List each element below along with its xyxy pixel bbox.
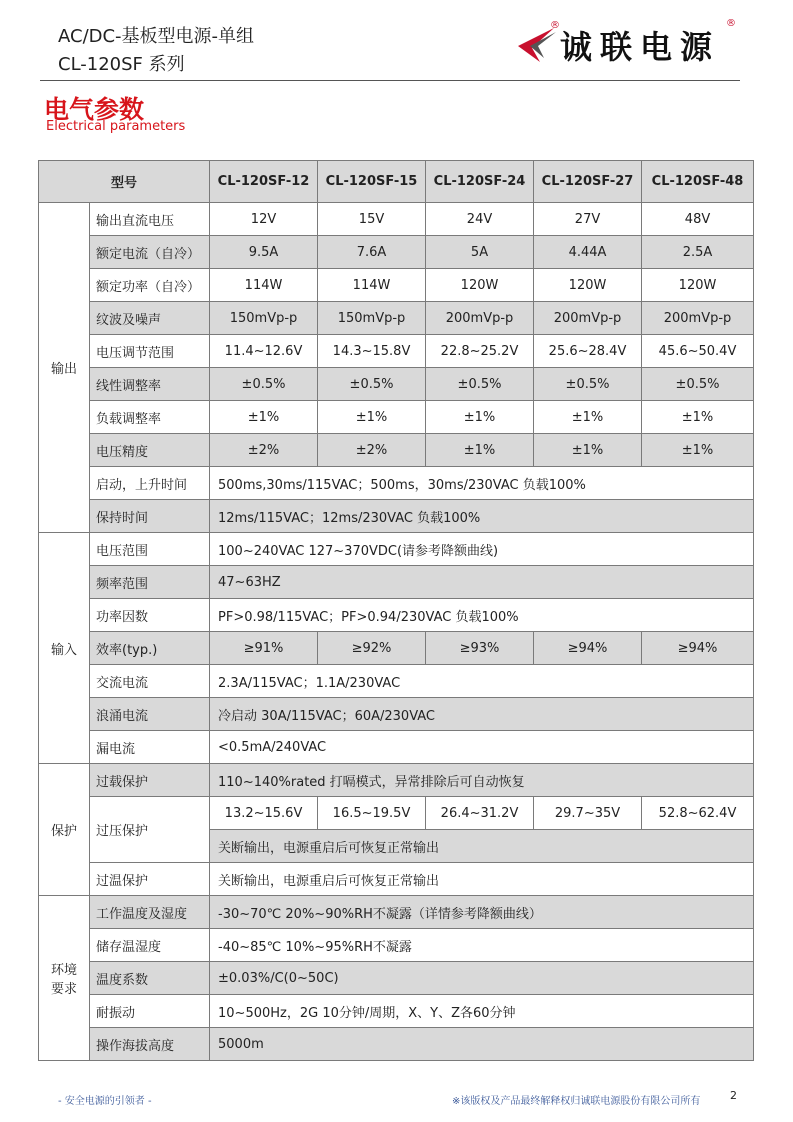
table-row [39, 335, 754, 368]
cell-span: -40~85℃ 10%~95%RH不凝露 [210, 929, 754, 962]
cell: 9.5A [210, 236, 318, 269]
cell: 150mVp-p [210, 302, 318, 335]
cell: 22.8~25.2V [426, 335, 534, 368]
table-row [39, 731, 754, 764]
cell: 15V [318, 203, 426, 236]
cell: 16.5~19.5V [318, 797, 426, 830]
cell: ±0.5% [534, 368, 642, 401]
model-col: CL-120SF-27 [534, 161, 642, 203]
row-label: 储存温湿度 [90, 929, 210, 962]
row-label: 效率(typ.) [90, 632, 210, 665]
cell: ±2% [210, 434, 318, 467]
registered-mark-2: ® [726, 18, 736, 29]
cell-span: 10~500Hz，2G 10分钟/周期，X、Y、Z各60分钟 [210, 995, 754, 1028]
cell-span: 5000m [210, 1028, 754, 1061]
cell: 25.6~28.4V [534, 335, 642, 368]
table-row [39, 236, 754, 269]
table-row [39, 599, 754, 632]
cell-span: 500ms,30ms/115VAC；500ms，30ms/230VAC 负载100% [210, 467, 754, 500]
row-label: 过温保护 [90, 863, 210, 896]
cell-span: 100~240VAC 127~370VDC(请参考降额曲线) [210, 533, 754, 566]
cell: 114W [210, 269, 318, 302]
cell: ±1% [642, 401, 754, 434]
table-row [39, 665, 754, 698]
cell: 45.6~50.4V [642, 335, 754, 368]
cell-span: 冷启动 30A/115VAC；60A/230VAC [210, 698, 754, 731]
cell: 29.7~35V [534, 797, 642, 830]
row-label: 过载保护 [90, 764, 210, 797]
table-row [39, 995, 754, 1028]
cell-span: <0.5mA/240VAC [210, 731, 754, 764]
cell: 4.44A [534, 236, 642, 269]
cell-span: -30~70℃ 20%~90%RH不凝露（详情参考降额曲线） [210, 896, 754, 929]
cell: 52.8~62.4V [642, 797, 754, 830]
cell: 27V [534, 203, 642, 236]
cell: 26.4~31.2V [426, 797, 534, 830]
cell: 12V [210, 203, 318, 236]
group-output: 输出 [39, 203, 90, 533]
cell: ≥92% [318, 632, 426, 665]
cell-span: 47~63HZ [210, 566, 754, 599]
table-row [39, 368, 754, 401]
table-row [39, 203, 754, 236]
table-row [39, 401, 754, 434]
cell-span: 关断输出，电源重启后可恢复正常输出 [210, 863, 754, 896]
row-label: 输出直流电压 [90, 203, 210, 236]
model-col: CL-120SF-24 [426, 161, 534, 203]
row-label: 线性调整率 [90, 368, 210, 401]
cell-span: 2.3A/115VAC；1.1A/230VAC [210, 665, 754, 698]
table-row [39, 863, 754, 896]
cell: ±0.5% [210, 368, 318, 401]
section-title: 电气参数 [44, 95, 145, 124]
row-label: 纹波及噪声 [90, 302, 210, 335]
cell: ±2% [318, 434, 426, 467]
row-label: 额定功率（自冷） [90, 269, 210, 302]
model-header: 型号 [39, 161, 210, 203]
logo-text: 诚联电源 [560, 28, 721, 66]
row-label: 电压精度 [90, 434, 210, 467]
group-env-line1: 环境 [50, 963, 77, 978]
cell: 150mVp-p [318, 302, 426, 335]
cell: ±0.5% [426, 368, 534, 401]
cell: ≥94% [534, 632, 642, 665]
cell: 7.6A [318, 236, 426, 269]
cell-span: PF>0.98/115VAC；PF>0.94/230VAC 负载100% [210, 599, 754, 632]
doc-series: CL-120SF 系列 [58, 54, 185, 75]
row-label: 保持时间 [90, 500, 210, 533]
cell: 48V [642, 203, 754, 236]
table-row [39, 500, 754, 533]
cell: 200mVp-p [426, 302, 534, 335]
table-row [39, 269, 754, 302]
footer-slogan: - 安全电源的引领者 - [58, 1096, 152, 1107]
row-label: 额定电流（自冷） [90, 236, 210, 269]
table-row [39, 764, 754, 797]
group-protection: 保护 [39, 764, 90, 896]
table-row [39, 929, 754, 962]
row-label: 电压调节范围 [90, 335, 210, 368]
table-row [39, 962, 754, 995]
cell: 2.5A [642, 236, 754, 269]
cell: ±1% [534, 434, 642, 467]
cell: 120W [642, 269, 754, 302]
cell: 120W [426, 269, 534, 302]
cell: 200mVp-p [642, 302, 754, 335]
cell: ±1% [426, 434, 534, 467]
cell-span: 关断输出，电源重启后可恢复正常输出 [210, 830, 754, 863]
cell: 13.2~15.6V [210, 797, 318, 830]
table-row [39, 896, 754, 929]
row-label: 电压范围 [90, 533, 210, 566]
cell: 200mVp-p [534, 302, 642, 335]
table-row [39, 467, 754, 500]
row-label: 频率范围 [90, 566, 210, 599]
header-divider [40, 80, 740, 81]
cell: ≥94% [642, 632, 754, 665]
cell: ≥91% [210, 632, 318, 665]
cell: ≥93% [426, 632, 534, 665]
registered-mark: ® [550, 20, 560, 31]
row-label: 工作温度及湿度 [90, 896, 210, 929]
table-row [39, 566, 754, 599]
table-header-row [39, 161, 754, 203]
cell: 5A [426, 236, 534, 269]
row-label: 功率因数 [90, 599, 210, 632]
table-row [39, 533, 754, 566]
row-label: 耐振动 [90, 995, 210, 1028]
table-row [39, 632, 754, 665]
model-col: CL-120SF-12 [210, 161, 318, 203]
electrical-parameters-table [38, 160, 754, 1061]
cell: ±1% [534, 401, 642, 434]
row-label: 交流电流 [90, 665, 210, 698]
group-environment [39, 896, 90, 1061]
row-label: 操作海拔高度 [90, 1028, 210, 1061]
table-row [39, 797, 754, 830]
cell: ±1% [210, 401, 318, 434]
row-label: 过压保护 [90, 797, 210, 863]
footer-copyright: ※该版权及产品最终解释权归诚联电源股份有限公司所有 [452, 1096, 701, 1107]
table-row [39, 434, 754, 467]
cell-span: ±0.03%/C(0~50C) [210, 962, 754, 995]
section-subtitle: Electrical parameters [46, 119, 186, 134]
cell-span: 110~140%rated 打嗝模式，异常排除后可自动恢复 [210, 764, 754, 797]
group-input: 输入 [39, 533, 90, 764]
cell: 120W [534, 269, 642, 302]
row-label: 负载调整率 [90, 401, 210, 434]
cell: 114W [318, 269, 426, 302]
model-col: CL-120SF-15 [318, 161, 426, 203]
row-label: 漏电流 [90, 731, 210, 764]
doc-category: AC/DC-基板型电源-单组 [58, 26, 255, 47]
cell-span: 12ms/115VAC；12ms/230VAC 负载100% [210, 500, 754, 533]
cell: 11.4~12.6V [210, 335, 318, 368]
row-label: 启动，上升时间 [90, 467, 210, 500]
page-number: 2 [730, 1089, 737, 1102]
group-env-line2: 要求 [50, 982, 77, 997]
cell: ±0.5% [642, 368, 754, 401]
cell: 14.3~15.8V [318, 335, 426, 368]
cell: ±1% [318, 401, 426, 434]
model-col: CL-120SF-48 [642, 161, 754, 203]
row-label: 温度系数 [90, 962, 210, 995]
cell: ±0.5% [318, 368, 426, 401]
brand-logo [510, 18, 740, 66]
row-label: 浪涌电流 [90, 698, 210, 731]
cell: 24V [426, 203, 534, 236]
table-row [39, 1028, 754, 1061]
cell: ±1% [642, 434, 754, 467]
cell: ±1% [426, 401, 534, 434]
table-row [39, 302, 754, 335]
table-row [39, 698, 754, 731]
